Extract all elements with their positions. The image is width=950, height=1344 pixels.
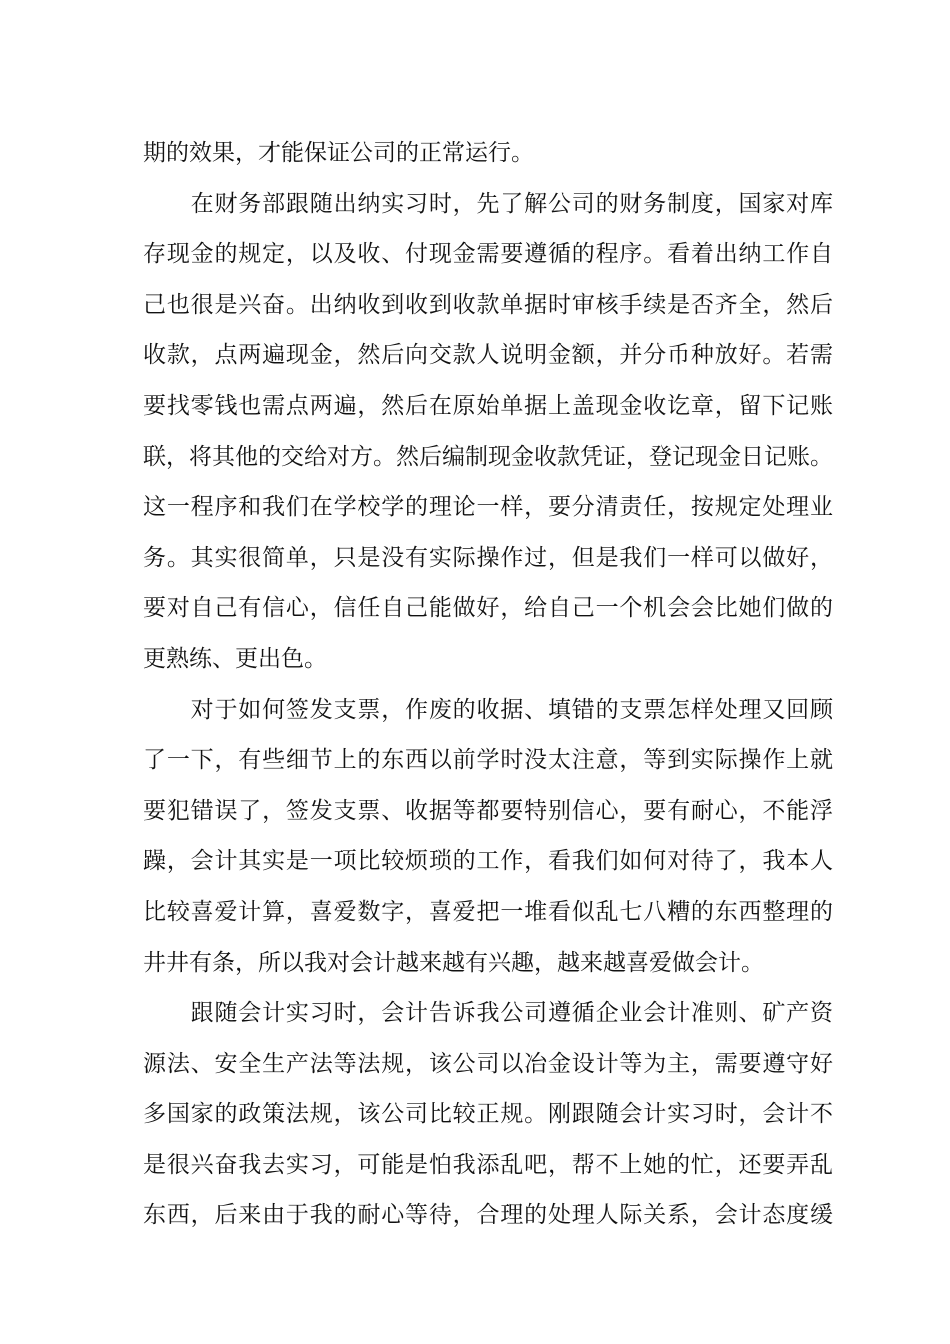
text-line: 己也很是兴奋。出纳收到收到收款单据时审核手续是否齐全，然后 (143, 291, 833, 318)
text-line: 多国家的政策法规，该公司比较正规。刚跟随会计实习时，会计不 (143, 1101, 833, 1128)
text-line: 躁，会计其实是一项比较烦琐的工作，看我们如何对待了，我本人 (143, 848, 833, 875)
text-line: 要犯错误了，签发支票、收据等都要特别信心，要有耐心，不能浮 (143, 797, 833, 824)
text-line: 联，将其他的交给对方。然后编制现金收款凭证，登记现金日记账。 (143, 443, 833, 470)
text-line: 跟随会计实习时，会计告诉我公司遵循企业会计准则、矿产资 (143, 1000, 833, 1027)
text-line: 是很兴奋我去实习，可能是怕我添乱吧，帮不上她的忙，还要弄乱 (143, 1151, 833, 1178)
text-line: 要找零钱也需点两遍，然后在原始单据上盖现金收讫章，留下记账 (143, 392, 833, 419)
text-line: 东西，后来由于我的耐心等待，合理的处理人际关系，会计态度缓 (143, 1202, 833, 1229)
text-line: 期的效果，才能保证公司的正常运行。 (143, 140, 534, 166)
text-line: 井井有条，所以我对会计越来越有兴趣，越来越喜爱做会计。 (143, 949, 764, 976)
text-line: 源法、安全生产法等法规，该公司以冶金设计等为主，需要遵守好 (143, 1050, 833, 1077)
text-line: 务。其实很简单，只是没有实际操作过，但是我们一样可以做好， (143, 544, 833, 571)
text-line: 了一下，有些细节上的东西以前学时没太注意，等到实际操作上就 (143, 747, 833, 774)
text-line: 在财务部跟随出纳实习时，先了解公司的财务制度，国家对库 (143, 190, 833, 217)
text-line: 收款，点两遍现金，然后向交款人说明金额，并分币种放好。若需 (143, 342, 833, 369)
text-line: 存现金的规定，以及收、付现金需要遵循的程序。看着出纳工作自 (143, 241, 833, 268)
text-line: 比较喜爱计算，喜爱数字，喜爱把一堆看似乱七八糟的东西整理的 (143, 898, 833, 925)
text-line: 这一程序和我们在学校学的理论一样，要分清责任，按规定处理业 (143, 494, 833, 521)
text-line: 要对自己有信心，信任自己能做好，给自己一个机会会比她们做的 (143, 595, 833, 622)
body-text (143, 128, 833, 1241)
text-line: 对于如何签发支票，作废的收据、填错的支票怎样处理又回顾 (143, 696, 833, 723)
text-line: 更熟练、更出色。 (143, 645, 327, 672)
